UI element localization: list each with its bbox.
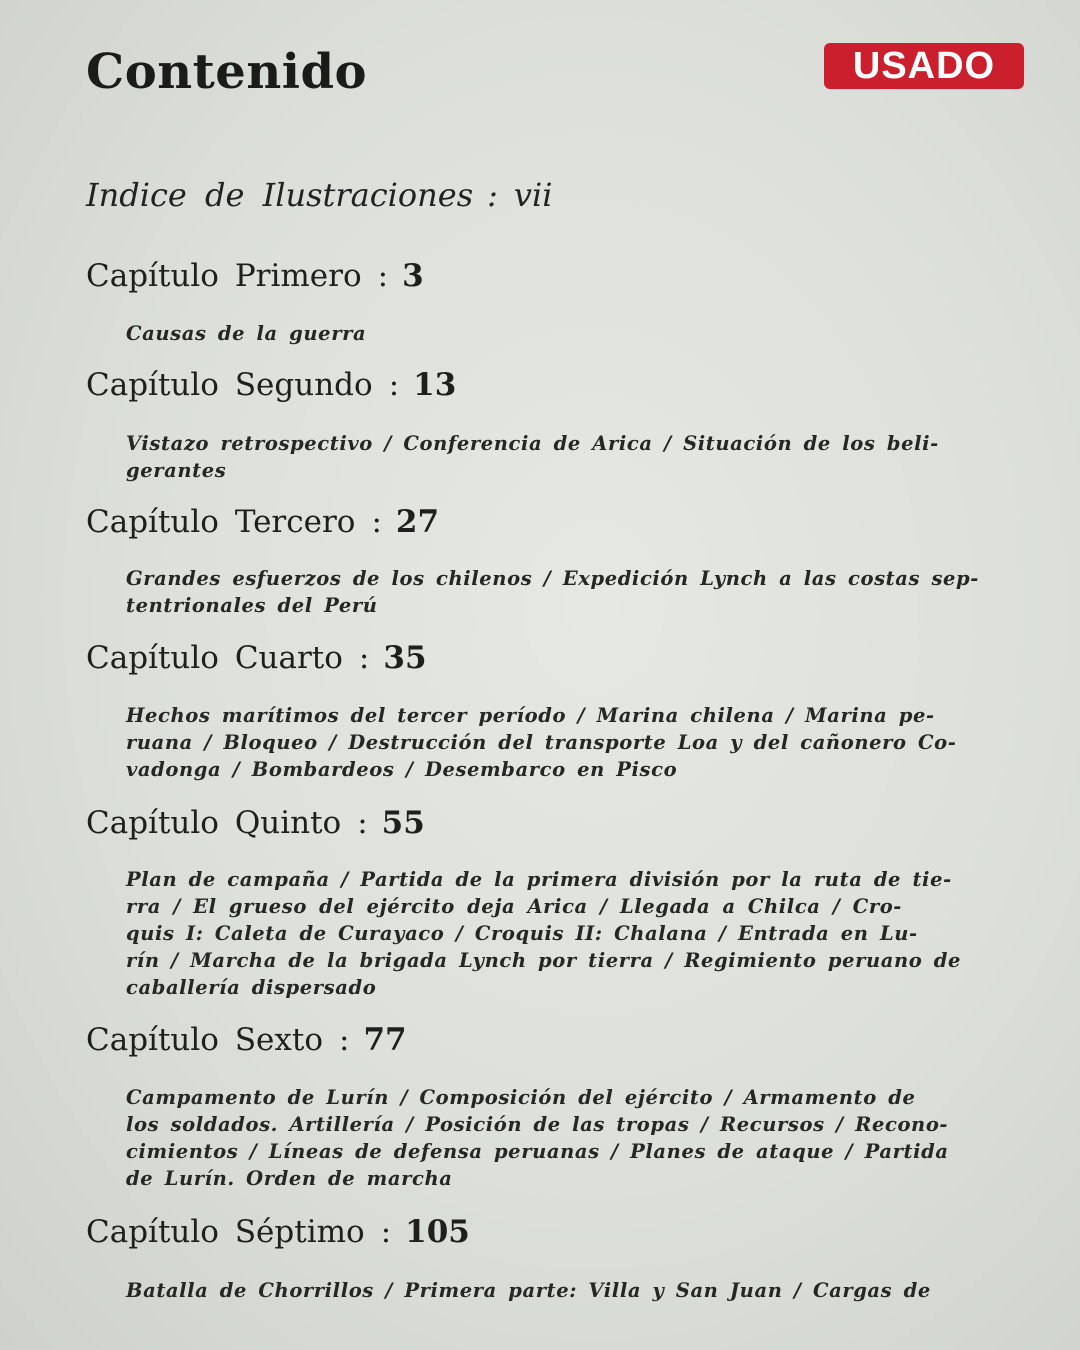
chapter-description bbox=[126, 1084, 949, 1192]
chapter-heading bbox=[86, 1214, 470, 1250]
chapter-title: Capítulo Séptimo bbox=[86, 1214, 365, 1250]
chapter-heading bbox=[86, 640, 427, 676]
status-badge: USADO bbox=[824, 43, 1024, 89]
chapter-page: 3 bbox=[402, 258, 424, 294]
description-line: de Lurín. Orden de marcha bbox=[126, 1167, 453, 1190]
description-line: Grandes esfuerzos de los chilenos / Expedición Lynch a las costas sep- bbox=[126, 567, 979, 590]
chapter-heading bbox=[86, 258, 424, 294]
chapter-separator: : bbox=[380, 1214, 392, 1250]
description-line: gerantes bbox=[126, 459, 227, 482]
description-line: vadonga / Bombardeos / Desembarco en Pisco bbox=[126, 758, 678, 781]
description-line: tentrionales del Perú bbox=[126, 594, 378, 617]
chapter-heading bbox=[86, 504, 439, 540]
chapter-heading bbox=[86, 1022, 407, 1058]
description-line: los soldados. Artillería / Posición de las tropas / Recursos / Recono- bbox=[126, 1113, 949, 1136]
description-line: Batalla de Chorrillos / Primera parte: Villa y San Juan / Cargas de bbox=[126, 1279, 931, 1302]
description-line: ruana / Bloqueo / Destrucción del transporte Loa y del cañonero Co- bbox=[126, 731, 957, 754]
chapter-description bbox=[126, 430, 939, 484]
illustrations-label: Indice de Ilustraciones bbox=[86, 176, 474, 214]
chapter-page: 105 bbox=[405, 1214, 470, 1250]
chapter-description bbox=[126, 1277, 931, 1304]
description-line: Campamento de Lurín / Composición del ejército / Armamento de bbox=[126, 1086, 916, 1109]
chapter-separator: : bbox=[357, 805, 368, 841]
chapter-separator: : bbox=[377, 258, 389, 294]
chapter-separator: : bbox=[371, 504, 382, 540]
chapter-page: 13 bbox=[413, 367, 457, 403]
chapter-description bbox=[126, 565, 979, 619]
chapter-separator: : bbox=[358, 640, 370, 676]
chapter-description bbox=[126, 320, 902, 347]
description-line: Hechos marítimos del tercer período / Marina chilena / Marina pe- bbox=[126, 704, 935, 727]
description-line: Vistazo retrospectivo / Conferencia de Arica / Situación de los beli- bbox=[126, 432, 939, 455]
chapter-page: 35 bbox=[383, 640, 427, 676]
chapter-separator: : bbox=[339, 1022, 350, 1058]
chapter-description bbox=[126, 866, 962, 1001]
chapter-heading bbox=[86, 805, 425, 841]
illustrations-index bbox=[86, 176, 552, 214]
page-title: Contenido bbox=[86, 44, 368, 100]
chapter-title: Capítulo Sexto bbox=[86, 1022, 324, 1058]
description-line: cimientos / Líneas de defensa peruanas / Planes de ataque / Partida bbox=[126, 1140, 949, 1163]
chapter-page: 55 bbox=[381, 805, 425, 841]
description-line: rín / Marcha de la brigada Lynch por tierra / Regimiento peruano de bbox=[126, 949, 962, 972]
description-line: quis I: Caleta de Curayaco / Croquis II: Chalana / Entrada en Lu- bbox=[126, 922, 918, 945]
description-line: Causas de la guerra bbox=[126, 322, 367, 345]
chapter-title: Capítulo Quinto bbox=[86, 805, 342, 841]
chapter-page: 77 bbox=[363, 1022, 407, 1058]
illustrations-page: vii bbox=[513, 176, 553, 214]
description-line: caballería dispersado bbox=[126, 976, 377, 999]
chapter-title: Capítulo Cuarto bbox=[86, 640, 343, 676]
chapter-separator: : bbox=[388, 367, 400, 403]
chapter-description bbox=[126, 702, 957, 783]
chapter-page: 27 bbox=[395, 504, 440, 540]
chapter-title: Capítulo Primero bbox=[86, 258, 362, 294]
chapter-title: Capítulo Tercero bbox=[86, 504, 356, 540]
illustrations-separator: : bbox=[487, 176, 498, 214]
description-line: Plan de campaña / Partida de la primera división por la ruta de tie- bbox=[126, 868, 952, 891]
description-line: rra / El grueso del ejército deja Arica / Llegada a Chilca / Cro- bbox=[126, 895, 902, 918]
chapter-heading bbox=[86, 367, 456, 403]
chapter-title: Capítulo Segundo bbox=[86, 367, 373, 403]
